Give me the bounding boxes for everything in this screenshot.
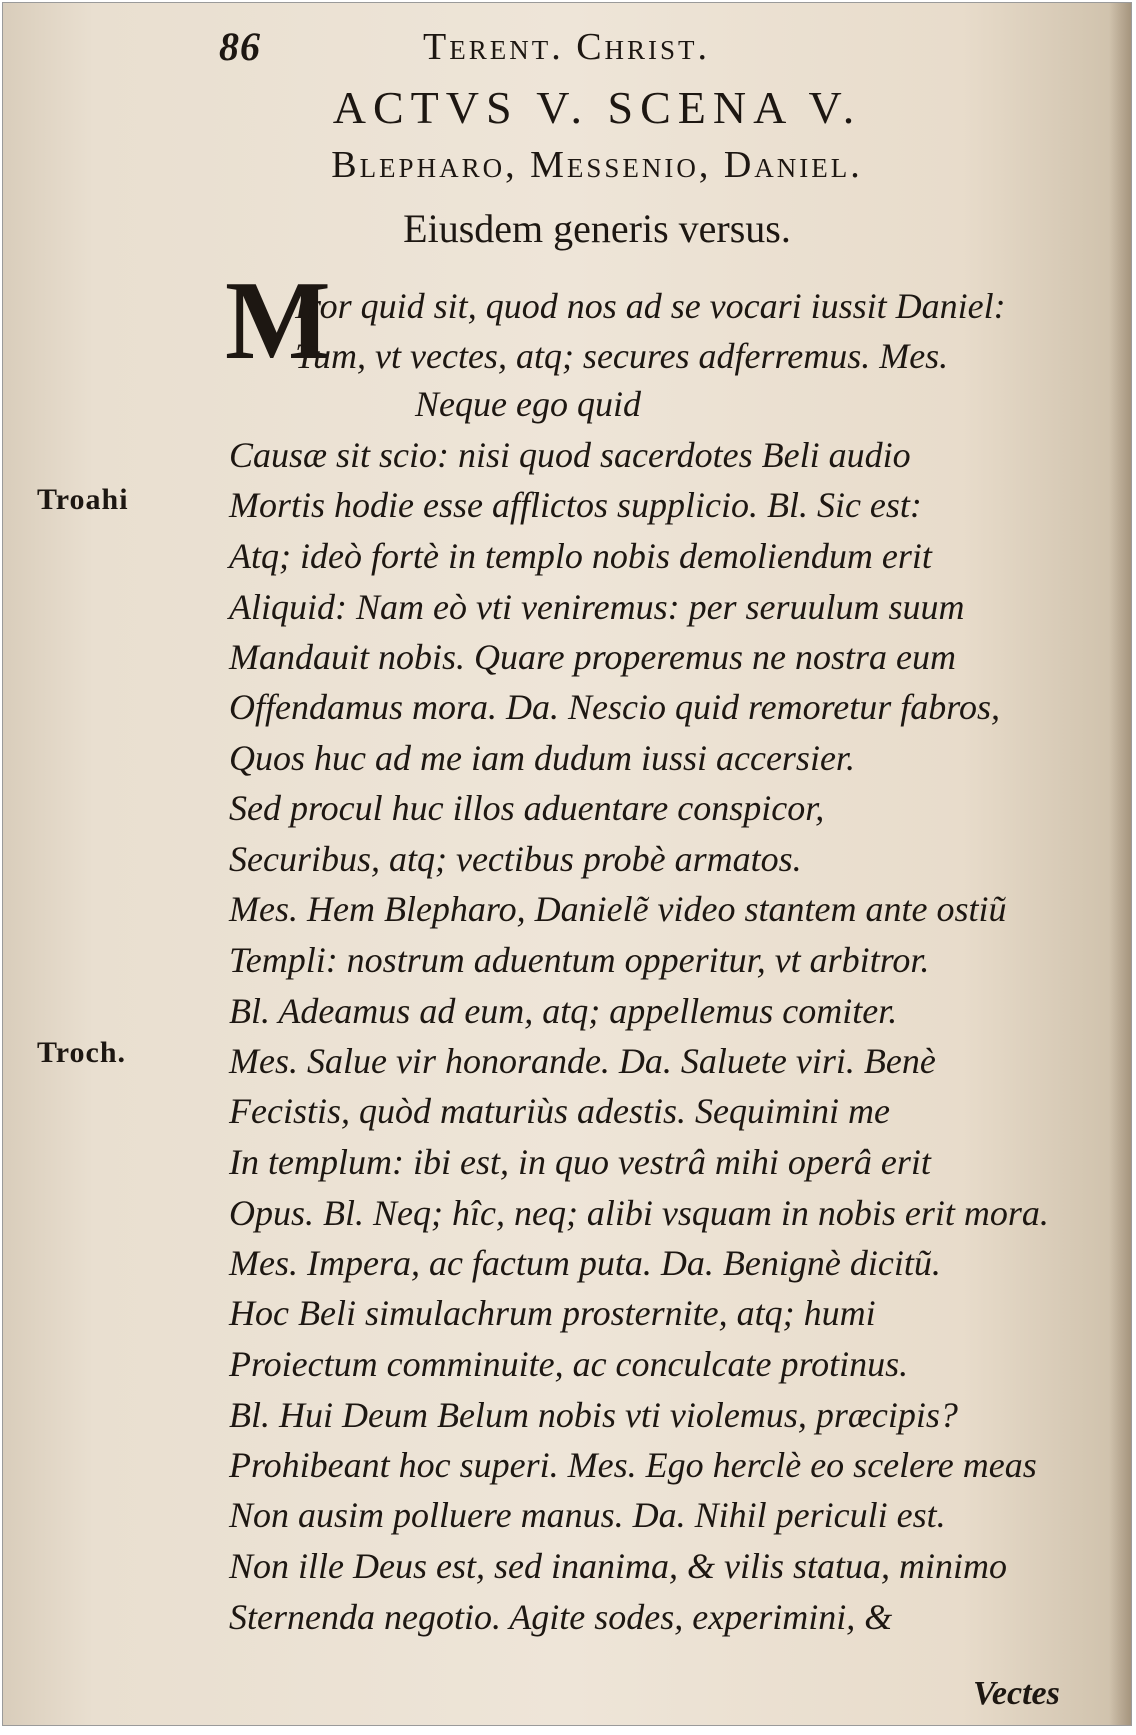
verse-line: Prohibeant hoc superi. Mes. Ego herclè eo scelere meas [229, 1445, 1037, 1485]
verse-line: Mes. Hem Blepharo, Danielẽ video stantem ante ostiũ [229, 889, 1007, 929]
running-head: Terent. Christ. [423, 26, 711, 68]
verse-line: Proiectum comminuite, ac conculcate protinus. [229, 1344, 909, 1384]
margin-note: Troahi [37, 483, 129, 516]
verse-line: Opus. Bl. Neq; hîc, neq; alibi vsquam in nobis erit mora. [229, 1193, 1049, 1233]
verse-line: Tum, vt vectes, atq; secures adferremus. Mes. [295, 336, 949, 376]
verse-line: Neque ego quid [415, 384, 641, 424]
page-header [3, 23, 1131, 73]
verse-line: Securibus, atq; vectibus probè armatos. [229, 839, 802, 879]
verse-line: Mes. Impera, ac factum puta. Da. Benignè dicitũ. [229, 1243, 941, 1283]
verse-line: Offendamus mora. Da. Nescio quid remoretur fabros, [229, 687, 1000, 727]
verse-line: Aliquid: Nam eò vti veniremus: per seruulum suum [229, 587, 965, 627]
book-page [2, 2, 1132, 1726]
verse-line: Atq; ideò fortè in templo nobis demoliendum erit [229, 536, 932, 576]
verse-line: Sternenda negotio. Agite sodes, experimini, & [229, 1597, 893, 1637]
verse-line: Sed procul huc illos aduentare conspicor, [229, 788, 825, 828]
verse-line: Bl. Hui Deum Belum nobis vti violemus, præcipis? [229, 1395, 958, 1435]
margin-note: Troch. [37, 1036, 127, 1069]
verse-line: Mortis hodie esse afflictos supplicio. Bl. Sic est: [229, 485, 922, 525]
page-number: 86 [219, 24, 261, 69]
catchword: Vectes [973, 1675, 1060, 1712]
characters-list: Blepharo, Messenio, Daniel. [331, 144, 863, 186]
drop-capital: M [225, 259, 331, 383]
verse-line: Iror quid sit, quod nos ad se vocari iussit Daniel: [295, 286, 1006, 326]
verse-line: Non ille Deus est, sed inanima, & vilis statua, minimo [229, 1546, 1007, 1586]
verse-line: Bl. Adeamus ad eum, atq; appellemus comiter. [229, 991, 898, 1031]
verse-line: Templi: nostrum aduentum opperitur, vt arbitror. [229, 940, 930, 980]
verse-line: In templum: ibi est, in quo vestrâ mihi operâ erit [229, 1142, 931, 1182]
verse-line: Fecistis, quòd maturiùs adestis. Sequimini me [229, 1091, 890, 1131]
verse-line: Quos huc ad me iam dudum iussi accersier. [229, 738, 855, 778]
verse-line: Non ausim polluere manus. Da. Nihil periculi est. [229, 1495, 946, 1535]
verse-line: Mes. Salue vir honorande. Da. Saluete viri. Benè [229, 1041, 936, 1081]
verse-line: Mandauit nobis. Quare properemus ne nostra eum [229, 637, 956, 677]
verse-note: Eiusdem generis versus. [403, 206, 791, 251]
act-scene-title: ACTVS V. SCENA V. [332, 82, 862, 133]
verse-line: Causæ sit scio: nisi quod sacerdotes Beli audio [229, 435, 911, 475]
verse-line: Hoc Beli simulachrum prosternite, atq; humi [229, 1293, 876, 1333]
